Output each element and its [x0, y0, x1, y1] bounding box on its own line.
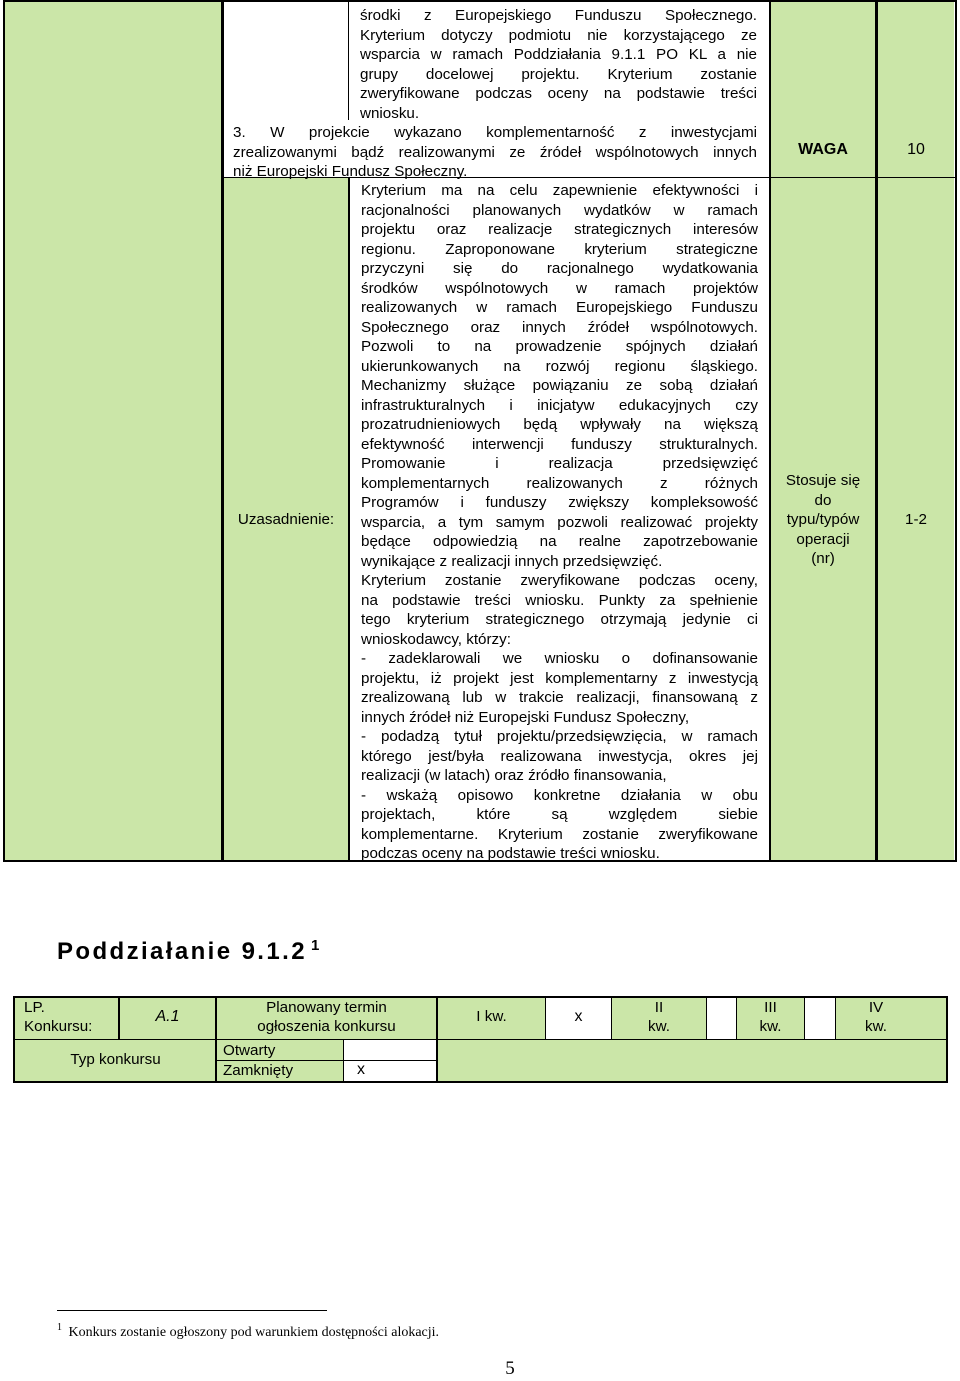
applies-column-cell [771, 2, 875, 860]
value-column-cell [878, 2, 954, 860]
q1-label: I kw. [476, 1008, 507, 1026]
open-mark [344, 1041, 436, 1060]
justification-text: Kryterium ma na celu zapewnienie efektywności i racjonalności planowanych wydatków w ramach projektu oraz realizacje strategicznych interesów regionu. Zaproponowane kryterium strategiczne przyczyni się do racjonalnego wydatkowania środków wspólnotowych w ramach projektów realizowanych w ramach Europejskiego Funduszu Społecznego oraz innych źródeł wspólnotowych. Pozwoli to na prowadzenie spójnych działań ukierunkowanych na rozwój regionu śląskiego. Mechanizmy służące powiązaniu ze sobą działań infrastrukturalnych i inicjatyw edukacyjnych czy prozatrudnieniowych będą wpływały na większą efektywność interwencji funduszy strukturalnych. Promowanie i realizacja przedsięwzięć komplementarnych realizowanych z różnych Programów i funduszy zwiększy kompleksowość wsparcia, a tym samym pozwoli realizować projekty będące odpowiedzią na realne zapotrzebowanie wynikające z realizacji innych przedsięwzięć. Kryterium zostanie zweryfikowane podczas oceny, na podstawie treści wniosku. Punkty za spełnienie tego kryterium strategicznego otrzymają jedynie ci wnioskodawcy, którzy: - zadeklarowali we wniosku o dofinansowanie projektu, iż projekt jest komplementarny z inwestycją zrealizowaną lub w trakcie realizacji, finansowaną z innych źródeł niż Europejski Fundusz Społeczny, - podadzą tytuł projektu/przedsięwzięcia, w ramach którego jest/była realizowana inwestycja, okres jej realizacji (w latach) oraz źródło finansowania, - wskażą opisowo konkretne działania w obu projektach, które są względem siebie komplementarne. Kryterium zostanie zweryfikowane podczas oceny na podstawie treści wniosku. [361, 182, 758, 862]
page-number: 5 [505, 1358, 515, 1379]
lp-label: LP. Konkursu: [24, 999, 93, 1035]
criterion-3-title: 3. W projekcie wykazano komplementarność z inwestycjami zrealizowanymi bądź realizowanymi ze źródeł wspólnotowych innych niż Europejski Fundusz Społeczny. [233, 124, 757, 180]
label-column-cell [5, 2, 221, 860]
q1-mark: x [574, 1008, 583, 1026]
open-label: Otwarty [223, 1042, 276, 1059]
applies-to-value: 1-2 [905, 511, 927, 529]
section-title [57, 937, 319, 966]
footnote-number: 1 [57, 1322, 62, 1333]
q4-label: IV kw. [865, 999, 887, 1035]
waga-value: 10 [907, 141, 925, 159]
closed-mark: x [357, 1061, 365, 1078]
waga-label: WAGA [798, 141, 848, 159]
criterion-description-continued: środki z Europejskiego Funduszu Społecznego. Kryterium dotyczy podmiotu nie korzystającego ze wsparcia w ramach Poddziałania 9.1.1 PO KL a nie grupy docelowej projektu. Kryterium zostanie zweryfikowane podczas oceny na podstawie treści wniosku. [360, 7, 757, 122]
lp-value: A.1 [155, 1008, 180, 1026]
contest-type-label: Typ konkursu [70, 1051, 161, 1069]
q2-label: II kw. [648, 999, 670, 1035]
section-title-text: Poddziałanie 9.1.2 [57, 938, 307, 965]
footnote-ref: 1 [310, 937, 320, 954]
applies-to-label: Stosuje się do typu/typów operacji (nr) [785, 472, 861, 567]
closed-label: Zamknięty [223, 1062, 294, 1079]
justification-label: Uzasadnienie: [237, 511, 335, 529]
footnote-text: Konkurs zostanie ogłoszony pod warunkiem dostępności alokacji. [68, 1324, 440, 1340]
footnote-separator [57, 1310, 327, 1311]
q3-label: III kw. [759, 999, 782, 1035]
planned-date-label: Planowany termin ogłoszenia konkursu [257, 999, 396, 1035]
footnote [57, 1322, 439, 1341]
